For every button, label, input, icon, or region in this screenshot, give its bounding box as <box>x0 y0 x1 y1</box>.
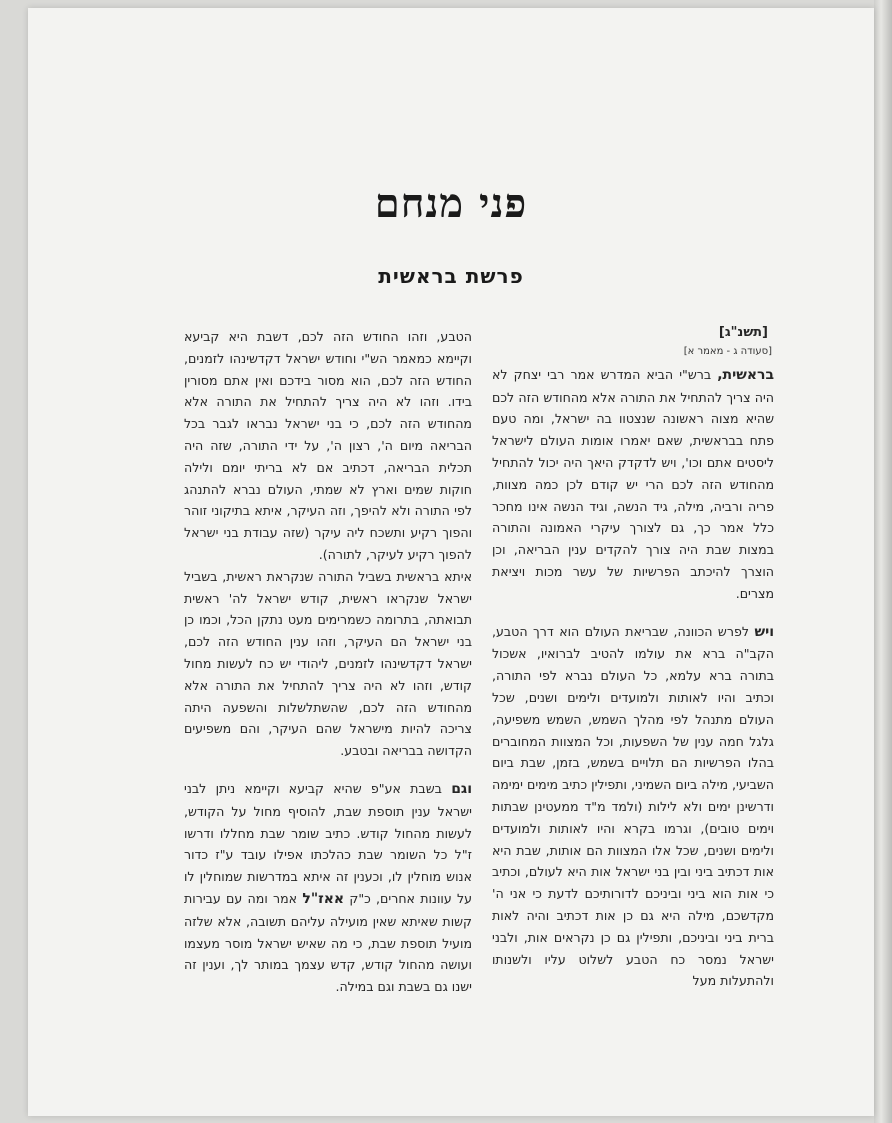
year-heading: [תשנ"ג] <box>718 325 768 340</box>
book-title: פני מנחם <box>374 180 528 227</box>
paragraph <box>492 621 774 993</box>
lead-word: ויש <box>754 623 774 640</box>
page-edge <box>874 0 892 1123</box>
lead-word: וגם <box>451 780 472 797</box>
bold-word: אאז"ל <box>302 890 345 907</box>
paragraph-text: ברש"י הביא המדרש אמר רבי יצחק לא היה צריך להתחיל את התורה אלא מהחודש הזה לכם שהיא מצוה ראשונה שנצטוו בה ישראל, ומה טעם פתח בבראשית, שאם יאמרו אומות העולם לישראל ליסטים אתם וכו', ויש לדקדק היאך היה יכול להתחיל מהחודש הזה לכם הרי יש קודם לכן כמה מצוות, פריה ורביה, מילה, גיד הנשה, וגיד הנשה אינו מחכר כלל אמר כך, גם לצורך עיקרי האמונה והתורה במצות שבת היה צורך להקדים ענין הבריאה, וכן הוצרך להיכתב הפרשיות של עשר מכות ויציאת מצרים. <box>492 366 774 601</box>
paragraph: איתא בראשית בשביל התורה שנקראת ראשית, בשביל ישראל שנקראו ראשית, קודש ישראל לה' ראשית תבואתה, בתרומה כשמרימים מעט נתקן הכל, וכמו כן בני ישראל הם העיקר, וזהו ענין החודש הזה לכם, ישראל דקדשינהו לזמנים, ליהודי יש כח לעשות מחול קודש, וזהו לא היה צריך להתחיל את התורה אלא מהחודש הזה לכם, שהשתלשלות והשפעה היתה צריכה להיות מישראל שהם העיקר, והם משפיעים הקדושה בבריאה ובטבע. <box>184 568 472 759</box>
paragraph: הטבע, וזהו החודש הזה לכם, דשבת היא קביעא וקיימא כמאמר הש"י וחודש ישראל דקדשינהו לזמנים, החודש הזה לכם, הוא מסור בידכם ואין אתם מסורין בידו. וזהו לא היה צריך להתחיל את התורה אלא מהחודש הזה לכם, כי בני ישראל נבראו לגבר בכל הבריאה מיום ה', רצון ה', על ידי התורה, שזה היה תכלית הבריאה, דכתיב אם לא בריתי יומם ולילה חוקות שמים וארץ לא שמתי, העולם נברא להתנהג לפי התורה ולא להיפך, וזה העיקר, איתא בתיקוני זוהר והפוך רקיע ותשכח ליה עיקר (שזה עבודת בני ישראל להפוך רקיע לעיקר, לתורה). <box>184 329 472 562</box>
paragraph-text: לפרש הכוונה, שבריאת העולם הוא דרך הטבע, הקב"ה ברא את עולמו להטיב לברואיו, אשכול בתורה ברא עלמא, כל העולם נברא לפי התורה, וכתיב והיו לאותות ולמועדים ולימים ושנים, שכל העולם מתנהל לפי מהלך השמש, השמש משפיעה, גלגל חמה ענין של השפעות, וכל המצוות המחוברים בהלו הפרשיות הם תלויים בשמש, בזמן, שבת ביום השביעי, מילה ביום השמיני, ותפילין כתיב מימים ימימה ודרשינן ימים ולא לילות (ולמד מ"ד ממעטינן שבתות וימים טובים), וגרמו בקרא והיו לאותות ולמועדים ולימים ושנים, שכל אלו המצוות הם אותות, שבת היא אות דכתיב ביני ובין בני ישראל אות היא לעולם, וכתיב כי אות הוא ביני וביניכם לדורותיכם לדעת כי אני ה' מקדשכם, מילה היא גם כן אות דכתיב והיה לאות ברית ביני וביניכם, ותפילין גם כן נקראים אות, ולבני ישראל נמסר כח הטבע לשלוט עליו ולשנותו ולהתעלות מעל <box>492 623 774 989</box>
left-text-column <box>184 326 472 998</box>
paragraph-text: אמר ומה עם עבירות קשות שאיתא שאין מועילה עליהם תשובה, אלא שלזה מועיל תוספת שבת, כי מה שאיש ישראל מוסר מעצמו ועושה מהחול קודש, קדש עצמך במותר לך, וענין זה ישנו גם בשבת וגם במילה. <box>184 890 472 995</box>
book-page <box>28 8 874 1116</box>
paragraph-text: בשבת אע"פ שהיא קביעא וקיימא ניתן לבני ישראל ענין תוספת שבת, להוסיף מחול על הקודש, לעשות מהחול קודש. כתיב שומר שבת מחללו ודרשו ז"ל כל השומר שבת כהלכתו אפילו עובד ע"ז כדור אנוש מוחלין לו, וכענין זה איתא במדרשות שמוחלין לו על עוונות אחרים, כ"ק <box>184 780 473 906</box>
paragraph <box>184 778 472 998</box>
paragraph <box>492 364 774 605</box>
parsha-title: פרשת בראשית <box>378 264 524 288</box>
lead-word: בראשית, <box>717 366 774 383</box>
source-note: [סעודה ג - מאמר א] <box>683 345 772 357</box>
right-text-column <box>492 322 774 992</box>
